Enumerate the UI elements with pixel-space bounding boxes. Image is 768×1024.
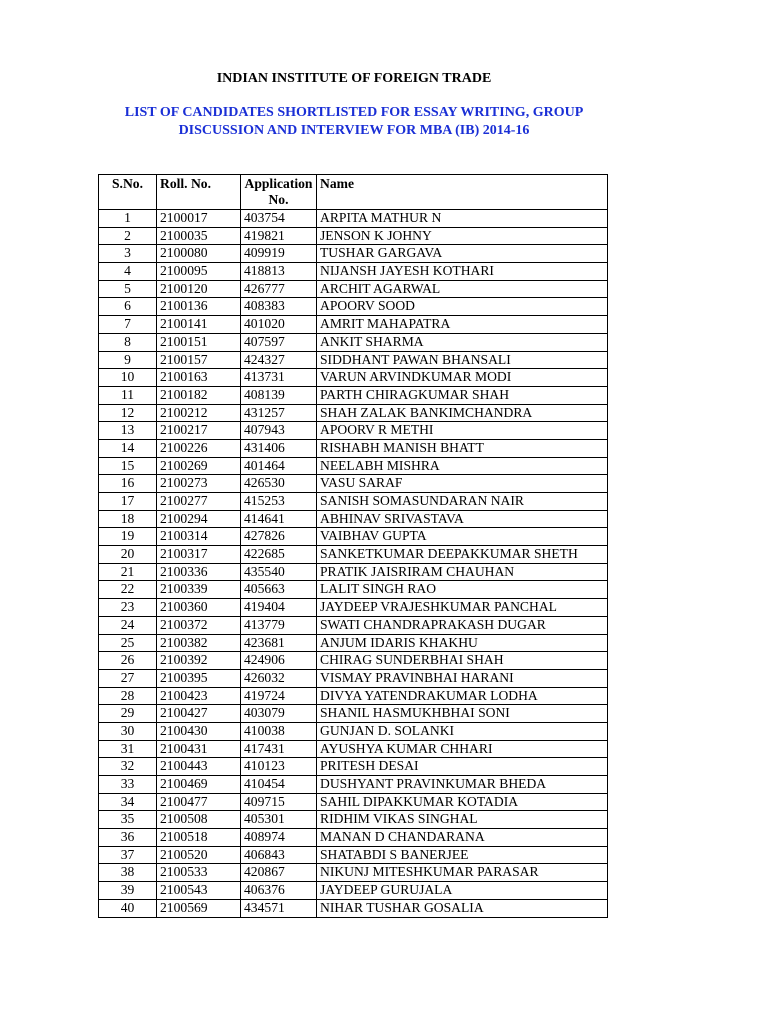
- cell-sno: 28: [99, 687, 157, 705]
- cell-name: AYUSHYA KUMAR CHHARI: [317, 740, 608, 758]
- cell-roll-no: 2100217: [157, 422, 241, 440]
- table-row: [99, 705, 608, 723]
- list-subtitle-line-2: DISCUSSION AND INTERVIEW FOR MBA (IB) 2014-16: [178, 123, 530, 138]
- list-subtitle: [0, 104, 708, 140]
- cell-application-no: 408974: [241, 829, 317, 847]
- cell-application-no: 408139: [241, 386, 317, 404]
- cell-roll-no: 2100392: [157, 652, 241, 670]
- cell-name: ANJUM IDARIS KHAKHU: [317, 634, 608, 652]
- table-row: [99, 687, 608, 705]
- cell-sno: 39: [99, 882, 157, 900]
- cell-name: SANKETKUMAR DEEPAKKUMAR SHETH: [317, 546, 608, 564]
- table-row: [99, 722, 608, 740]
- cell-roll-no: 2100469: [157, 776, 241, 794]
- table-row: [99, 298, 608, 316]
- cell-application-no: 409919: [241, 245, 317, 263]
- cell-name: VISMAY PRAVINBHAI HARANI: [317, 669, 608, 687]
- cell-application-no: 431406: [241, 439, 317, 457]
- cell-sno: 4: [99, 263, 157, 281]
- cell-name: DIVYA YATENDRAKUMAR LODHA: [317, 687, 608, 705]
- cell-name: PARTH CHIRAGKUMAR SHAH: [317, 386, 608, 404]
- cell-roll-no: 2100423: [157, 687, 241, 705]
- cell-name: SWATI CHANDRAPRAKASH DUGAR: [317, 616, 608, 634]
- table-row: [99, 475, 608, 493]
- cell-sno: 35: [99, 811, 157, 829]
- cell-roll-no: 2100095: [157, 263, 241, 281]
- cell-name: MANAN D CHANDARANA: [317, 829, 608, 847]
- cell-name: JENSON K JOHNY: [317, 227, 608, 245]
- cell-application-no: 414641: [241, 510, 317, 528]
- table-row: [99, 758, 608, 776]
- cell-roll-no: 2100382: [157, 634, 241, 652]
- cell-application-no: 426530: [241, 475, 317, 493]
- table-row: [99, 829, 608, 847]
- cell-name: TUSHAR GARGAVA: [317, 245, 608, 263]
- cell-sno: 7: [99, 316, 157, 334]
- cell-sno: 6: [99, 298, 157, 316]
- table-row: [99, 245, 608, 263]
- cell-roll-no: 2100151: [157, 333, 241, 351]
- cell-sno: 11: [99, 386, 157, 404]
- cell-application-no: 426777: [241, 280, 317, 298]
- table-row: [99, 776, 608, 794]
- cell-application-no: 410123: [241, 758, 317, 776]
- cell-application-no: 424327: [241, 351, 317, 369]
- cell-name: ARPITA MATHUR N: [317, 210, 608, 228]
- table-row: [99, 404, 608, 422]
- cell-sno: 40: [99, 899, 157, 917]
- cell-name: NIJANSH JAYESH KOTHARI: [317, 263, 608, 281]
- table-row: [99, 386, 608, 404]
- cell-roll-no: 2100443: [157, 758, 241, 776]
- table-row: [99, 493, 608, 511]
- cell-application-no: 423681: [241, 634, 317, 652]
- cell-roll-no: 2100336: [157, 563, 241, 581]
- table-row: [99, 546, 608, 564]
- cell-application-no: 406843: [241, 846, 317, 864]
- cell-application-no: 419724: [241, 687, 317, 705]
- cell-roll-no: 2100120: [157, 280, 241, 298]
- cell-application-no: 401464: [241, 457, 317, 475]
- table-row: [99, 864, 608, 882]
- cell-roll-no: 2100226: [157, 439, 241, 457]
- header-name: Name: [317, 175, 608, 210]
- cell-application-no: 410454: [241, 776, 317, 794]
- table-row: [99, 882, 608, 900]
- table-row: [99, 528, 608, 546]
- cell-application-no: 406376: [241, 882, 317, 900]
- cell-roll-no: 2100317: [157, 546, 241, 564]
- cell-name: VARUN ARVINDKUMAR MODI: [317, 369, 608, 387]
- cell-roll-no: 2100277: [157, 493, 241, 511]
- table-row: [99, 369, 608, 387]
- cell-roll-no: 2100395: [157, 669, 241, 687]
- cell-application-no: 407597: [241, 333, 317, 351]
- cell-sno: 21: [99, 563, 157, 581]
- table-row: [99, 811, 608, 829]
- table-row: [99, 652, 608, 670]
- cell-name: SHATABDI S BANERJEE: [317, 846, 608, 864]
- cell-sno: 9: [99, 351, 157, 369]
- cell-name: JAYDEEP VRAJESHKUMAR PANCHAL: [317, 599, 608, 617]
- cell-application-no: 409715: [241, 793, 317, 811]
- cell-roll-no: 2100520: [157, 846, 241, 864]
- cell-roll-no: 2100294: [157, 510, 241, 528]
- cell-application-no: 403754: [241, 210, 317, 228]
- table-row: [99, 351, 608, 369]
- table-row: [99, 227, 608, 245]
- cell-roll-no: 2100372: [157, 616, 241, 634]
- cell-name: SAHIL DIPAKKUMAR KOTADIA: [317, 793, 608, 811]
- table-row: [99, 846, 608, 864]
- cell-name: JAYDEEP GURUJALA: [317, 882, 608, 900]
- table-row: [99, 422, 608, 440]
- cell-application-no: 419821: [241, 227, 317, 245]
- cell-sno: 30: [99, 722, 157, 740]
- cell-application-no: 422685: [241, 546, 317, 564]
- cell-application-no: 420867: [241, 864, 317, 882]
- cell-application-no: 403079: [241, 705, 317, 723]
- cell-name: SHAH ZALAK BANKIMCHANDRA: [317, 404, 608, 422]
- cell-sno: 1: [99, 210, 157, 228]
- cell-name: NEELABH MISHRA: [317, 457, 608, 475]
- cell-name: ANKIT SHARMA: [317, 333, 608, 351]
- table-row: [99, 899, 608, 917]
- cell-name: NIHAR TUSHAR GOSALIA: [317, 899, 608, 917]
- cell-name: DUSHYANT PRAVINKUMAR BHEDA: [317, 776, 608, 794]
- table-row: [99, 793, 608, 811]
- table-row: [99, 280, 608, 298]
- cell-name: VASU SARAF: [317, 475, 608, 493]
- cell-roll-no: 2100269: [157, 457, 241, 475]
- table-row: [99, 457, 608, 475]
- cell-sno: 34: [99, 793, 157, 811]
- cell-sno: 37: [99, 846, 157, 864]
- cell-sno: 27: [99, 669, 157, 687]
- cell-roll-no: 2100543: [157, 882, 241, 900]
- cell-roll-no: 2100431: [157, 740, 241, 758]
- list-subtitle-line-1: LIST OF CANDIDATES SHORTLISTED FOR ESSAY WRITING, GROUP: [124, 105, 584, 120]
- table-row: [99, 439, 608, 457]
- cell-roll-no: 2100035: [157, 227, 241, 245]
- header-sno: S.No.: [99, 175, 157, 210]
- cell-roll-no: 2100136: [157, 298, 241, 316]
- cell-application-no: 413779: [241, 616, 317, 634]
- cell-name: NIKUNJ MITESHKUMAR PARASAR: [317, 864, 608, 882]
- table-row: [99, 263, 608, 281]
- cell-application-no: 405301: [241, 811, 317, 829]
- cell-sno: 3: [99, 245, 157, 263]
- cell-sno: 23: [99, 599, 157, 617]
- cell-sno: 18: [99, 510, 157, 528]
- cell-roll-no: 2100157: [157, 351, 241, 369]
- cell-sno: 33: [99, 776, 157, 794]
- cell-sno: 24: [99, 616, 157, 634]
- cell-application-no: 408383: [241, 298, 317, 316]
- table-body: [99, 210, 608, 918]
- cell-roll-no: 2100477: [157, 793, 241, 811]
- candidates-table: [98, 174, 608, 918]
- cell-roll-no: 2100182: [157, 386, 241, 404]
- cell-name: APOORV SOOD: [317, 298, 608, 316]
- cell-sno: 38: [99, 864, 157, 882]
- table-row: [99, 581, 608, 599]
- cell-name: APOORV R METHI: [317, 422, 608, 440]
- cell-application-no: 405663: [241, 581, 317, 599]
- cell-sno: 14: [99, 439, 157, 457]
- cell-name: GUNJAN D. SOLANKI: [317, 722, 608, 740]
- cell-roll-no: 2100360: [157, 599, 241, 617]
- cell-sno: 10: [99, 369, 157, 387]
- institute-title: INDIAN INSTITUTE OF FOREIGN TRADE: [216, 71, 492, 86]
- cell-name: LALIT SINGH RAO: [317, 581, 608, 599]
- cell-sno: 32: [99, 758, 157, 776]
- table-row: [99, 669, 608, 687]
- cell-name: VAIBHAV GUPTA: [317, 528, 608, 546]
- table-row: [99, 740, 608, 758]
- cell-roll-no: 2100427: [157, 705, 241, 723]
- table-header-row: [99, 175, 608, 210]
- cell-name: SANISH SOMASUNDARAN NAIR: [317, 493, 608, 511]
- cell-roll-no: 2100430: [157, 722, 241, 740]
- cell-application-no: 415253: [241, 493, 317, 511]
- cell-application-no: 407943: [241, 422, 317, 440]
- cell-roll-no: 2100569: [157, 899, 241, 917]
- cell-roll-no: 2100314: [157, 528, 241, 546]
- table-row: [99, 333, 608, 351]
- cell-sno: 12: [99, 404, 157, 422]
- cell-sno: 5: [99, 280, 157, 298]
- cell-application-no: 434571: [241, 899, 317, 917]
- cell-roll-no: 2100518: [157, 829, 241, 847]
- cell-application-no: 431257: [241, 404, 317, 422]
- cell-application-no: 401020: [241, 316, 317, 334]
- header-application-no: Application No.: [241, 175, 317, 210]
- cell-application-no: 427826: [241, 528, 317, 546]
- cell-sno: 16: [99, 475, 157, 493]
- cell-sno: 20: [99, 546, 157, 564]
- cell-name: PRITESH DESAI: [317, 758, 608, 776]
- cell-name: SHANIL HASMUKHBHAI SONI: [317, 705, 608, 723]
- cell-application-no: 424906: [241, 652, 317, 670]
- table-row: [99, 510, 608, 528]
- cell-roll-no: 2100533: [157, 864, 241, 882]
- cell-roll-no: 2100273: [157, 475, 241, 493]
- cell-application-no: 413731: [241, 369, 317, 387]
- cell-application-no: 410038: [241, 722, 317, 740]
- cell-name: RIDHIM VIKAS SINGHAL: [317, 811, 608, 829]
- cell-roll-no: 2100080: [157, 245, 241, 263]
- cell-sno: 8: [99, 333, 157, 351]
- table-row: [99, 316, 608, 334]
- cell-sno: 2: [99, 227, 157, 245]
- cell-application-no: 418813: [241, 263, 317, 281]
- cell-name: CHIRAG SUNDERBHAI SHAH: [317, 652, 608, 670]
- cell-name: PRATIK JAISRIRAM CHAUHAN: [317, 563, 608, 581]
- cell-sno: 17: [99, 493, 157, 511]
- cell-roll-no: 2100508: [157, 811, 241, 829]
- table-row: [99, 599, 608, 617]
- cell-sno: 13: [99, 422, 157, 440]
- table-row: [99, 634, 608, 652]
- table-row: [99, 563, 608, 581]
- cell-sno: 25: [99, 634, 157, 652]
- header-roll-no: Roll. No.: [157, 175, 241, 210]
- cell-application-no: 417431: [241, 740, 317, 758]
- cell-name: SIDDHANT PAWAN BHANSALI: [317, 351, 608, 369]
- cell-application-no: 435540: [241, 563, 317, 581]
- cell-roll-no: 2100212: [157, 404, 241, 422]
- cell-name: ABHINAV SRIVASTAVA: [317, 510, 608, 528]
- cell-roll-no: 2100141: [157, 316, 241, 334]
- cell-roll-no: 2100163: [157, 369, 241, 387]
- cell-roll-no: 2100339: [157, 581, 241, 599]
- cell-name: RISHABH MANISH BHATT: [317, 439, 608, 457]
- cell-sno: 29: [99, 705, 157, 723]
- cell-name: AMRIT MAHAPATRA: [317, 316, 608, 334]
- cell-sno: 26: [99, 652, 157, 670]
- cell-sno: 36: [99, 829, 157, 847]
- cell-name: ARCHIT AGARWAL: [317, 280, 608, 298]
- cell-application-no: 419404: [241, 599, 317, 617]
- cell-roll-no: 2100017: [157, 210, 241, 228]
- cell-sno: 15: [99, 457, 157, 475]
- table-row: [99, 210, 608, 228]
- cell-sno: 19: [99, 528, 157, 546]
- cell-sno: 22: [99, 581, 157, 599]
- table-row: [99, 616, 608, 634]
- cell-application-no: 426032: [241, 669, 317, 687]
- cell-sno: 31: [99, 740, 157, 758]
